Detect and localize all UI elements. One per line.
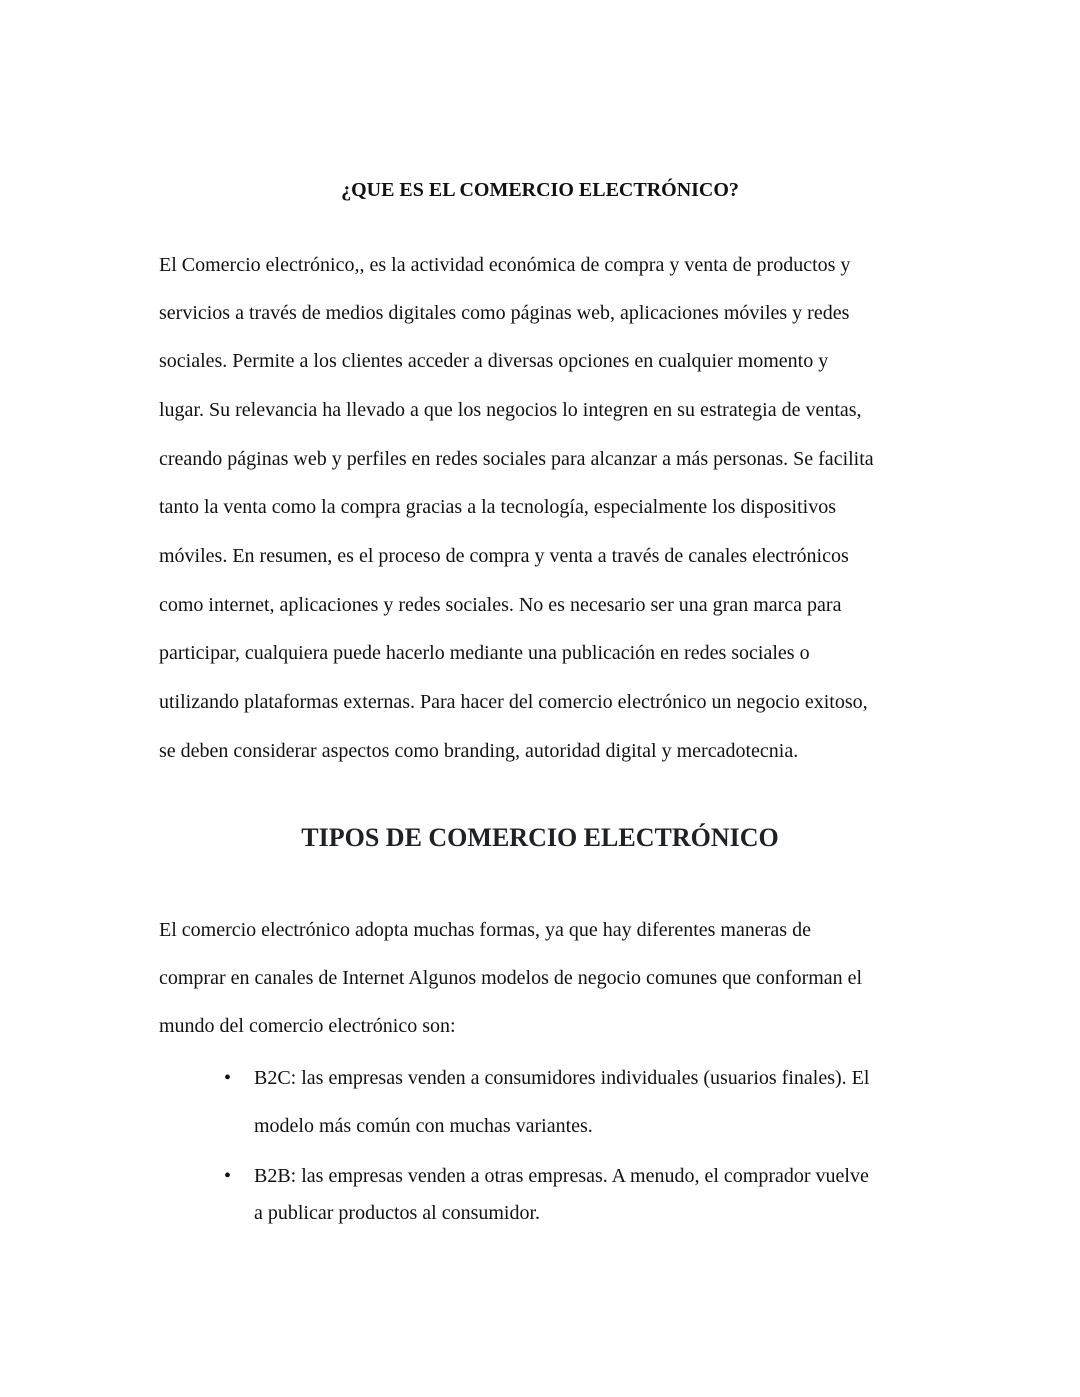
section-heading-types: TIPOS DE COMERCIO ELECTRÓNICO xyxy=(301,823,779,852)
section-heading: ¿QUE ES EL COMERCIO ELECTRÓNICO? xyxy=(341,179,739,201)
paragraph-line: como internet, aplicaciones y redes sociales. No es necesario ser una gran marca para xyxy=(159,594,842,616)
paragraph-line: servicios a través de medios digitales como páginas web, aplicaciones móviles y redes xyxy=(159,302,850,324)
paragraph-line: lugar. Su relevancia ha llevado a que los negocios lo integren en su estrategia de ventas, xyxy=(159,399,862,421)
paragraph-line: El comercio electrónico adopta muchas formas, ya que hay diferentes maneras de xyxy=(159,919,811,941)
bullet-icon: • xyxy=(224,1067,232,1089)
paragraph-line: se deben considerar aspectos como branding, autoridad digital y mercadotecnia. xyxy=(159,740,799,762)
paragraph-line: utilizando plataformas externas. Para hacer del comercio electrónico un negocio exitoso, xyxy=(159,691,868,713)
paragraph-line: creando páginas web y perfiles en redes sociales para alcanzar a más personas. Se facilita xyxy=(159,448,874,470)
paragraph-line: mundo del comercio electrónico son: xyxy=(159,1015,456,1037)
paragraph-line: sociales. Permite a los clientes acceder a diversas opciones en cualquier momento y xyxy=(159,350,829,372)
paragraph-line: móviles. En resumen, es el proceso de compra y venta a través de canales electrónicos xyxy=(159,545,849,567)
paragraph-line: participar, cualquiera puede hacerlo mediante una publicación en redes sociales o xyxy=(159,642,810,664)
list-item-line: B2B: las empresas venden a otras empresas. A menudo, el comprador vuelve xyxy=(254,1165,869,1187)
list-item-line: modelo más común con muchas variantes. xyxy=(254,1115,593,1137)
paragraph-line: tanto la venta como la compra gracias a la tecnología, especialmente los dispositivos xyxy=(159,496,837,518)
list-item-line: a publicar productos al consumidor. xyxy=(254,1202,541,1224)
bullet-icon: • xyxy=(224,1165,232,1187)
paragraph-line: El Comercio electrónico,, es la actividad económica de compra y venta de productos y xyxy=(159,254,851,276)
list-item-line: B2C: las empresas venden a consumidores individuales (usuarios finales). El xyxy=(254,1067,870,1089)
paragraph-line: comprar en canales de Internet Algunos modelos de negocio comunes que conforman el xyxy=(159,967,863,989)
